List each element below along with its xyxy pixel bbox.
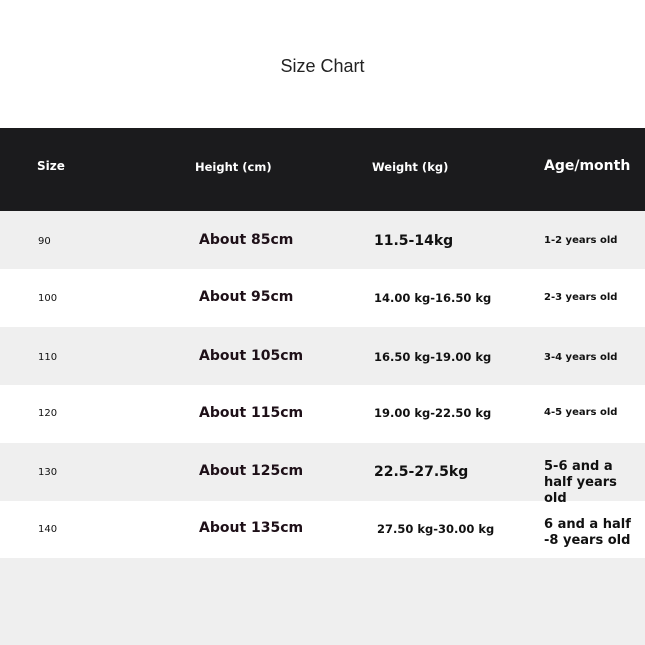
size-cell: 130 [38, 467, 58, 478]
age-cell: 3-4 years old [544, 352, 618, 363]
height-cell: About 135cm [199, 520, 304, 536]
table-row [0, 327, 645, 385]
size-cell: 140 [38, 524, 58, 535]
page-title: Size Chart [280, 56, 365, 76]
table-row [0, 443, 645, 506]
table-row [0, 211, 645, 269]
age-cell: 2-3 years old [544, 292, 618, 303]
header-height: Height (cm) [195, 160, 272, 174]
weight-cell: 19.00 kg-22.50 kg [374, 406, 492, 420]
height-cell: About 105cm [199, 348, 304, 364]
size-cell: 100 [38, 293, 58, 304]
weight-cell: 16.50 kg-19.00 kg [374, 350, 492, 364]
age-cell: 1-2 years old [544, 235, 618, 246]
weight-cell: 27.50 kg-30.00 kg [377, 522, 495, 536]
table-header [0, 128, 645, 211]
size-cell: 90 [38, 236, 51, 247]
height-cell: About 125cm [199, 463, 304, 479]
header-age: Age/month [544, 158, 631, 174]
table-footer-band [0, 558, 645, 645]
size-cell: 120 [38, 408, 58, 419]
age-cell: 5-6 and a half years old [544, 459, 617, 506]
table-row [0, 501, 645, 559]
height-cell: About 95cm [199, 289, 294, 305]
header-weight: Weight (kg) [372, 160, 449, 174]
weight-cell: 22.5-27.5kg [374, 464, 469, 480]
age-cell: 6 and a half -8 years old [544, 517, 631, 548]
height-cell: About 85cm [199, 232, 294, 248]
table-row [0, 269, 645, 327]
size-cell: 110 [38, 352, 58, 363]
weight-cell: 14.00 kg-16.50 kg [374, 291, 492, 305]
height-cell: About 115cm [199, 405, 304, 421]
header-size: Size [37, 159, 65, 173]
age-cell: 4-5 years old [544, 407, 618, 418]
table-row [0, 385, 645, 443]
weight-cell: 11.5-14kg [374, 233, 454, 249]
